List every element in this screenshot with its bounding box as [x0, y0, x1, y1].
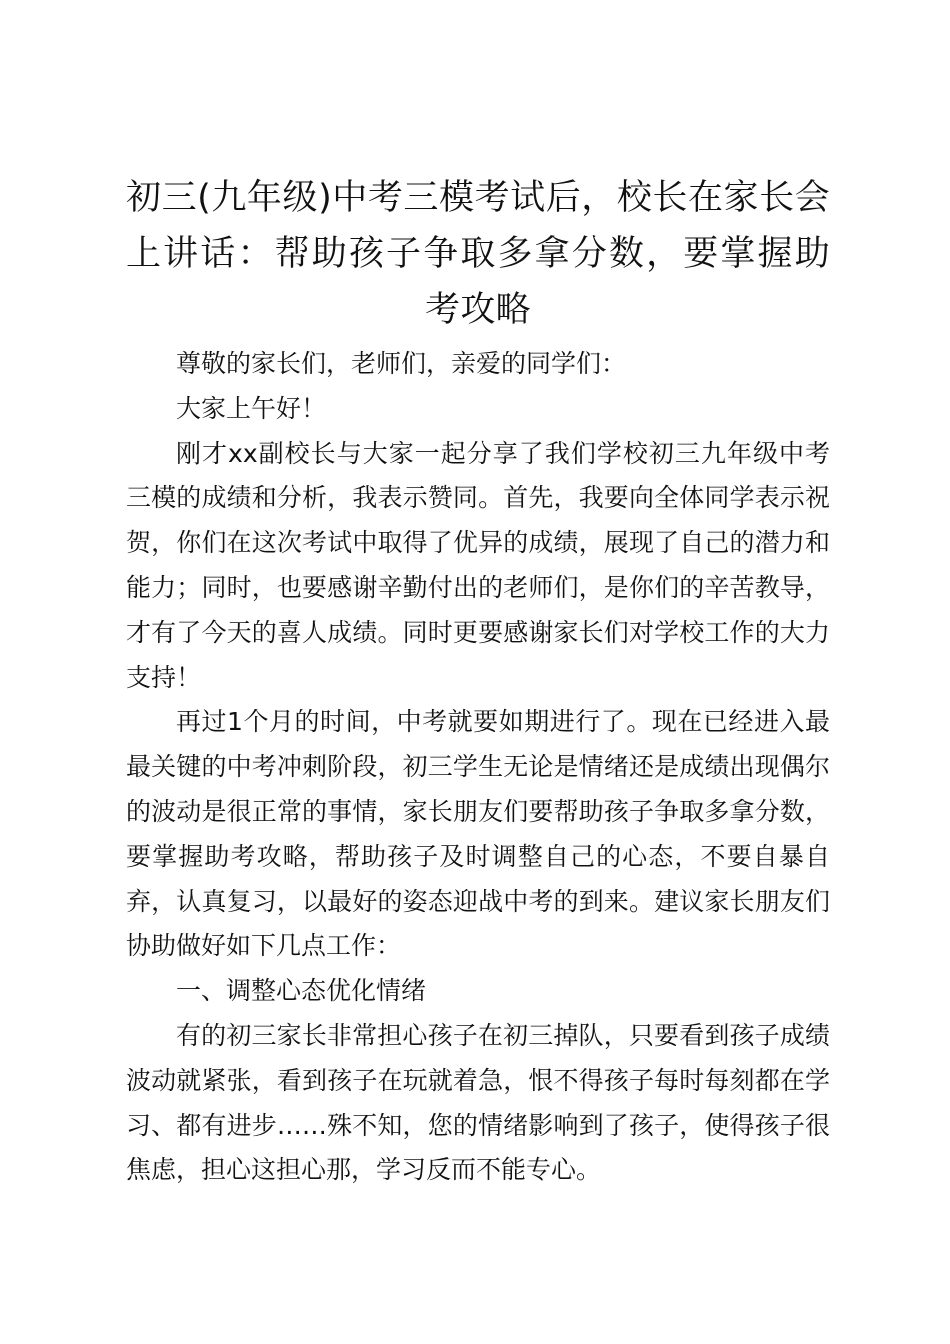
document-title: 初三(九年级)中考三模考试后，校长在家长会上讲话：帮助孩子争取多拿分数，要掌握助考攻略 — [126, 178, 830, 330]
paragraph-salutation: 尊敬的家长们，老师们，亲爱的同学们： — [176, 349, 627, 378]
document-page — [126, 170, 830, 1193]
paragraph-section-1: 有的初三家长非常担心孩子在初三掉队，只要看到孩子成绩波动就紧张，看到孩子在玩就着急，恨不得孩子每时每刻都在学习、都有进步……殊不知，您的情绪影响到了孩子，使得孩子很焦虑，担心这担心那，学习反而不能专心。 — [126, 1020, 830, 1185]
paragraph-greeting: 大家上午好！ — [176, 393, 327, 423]
paragraph-main: 再过1个月的时间，中考就要如期进行了。现在已经进入最最关键的中考冲刺阶段，初三学生无论是情绪还是成绩出现偶尔的波动是很正常的事情，家长朋友们要帮助孩子争取多拿分数，要掌握助考攻略，帮助孩子及时调整自己的心态，不要自暴自弃，认真复习，以最好的姿态迎战中考的到来。建议家长朋友们协助做好如下几点工作： — [126, 707, 830, 961]
document-body — [126, 342, 830, 1193]
section-heading-1: 一、调整心态优化情绪 — [176, 976, 427, 1006]
paragraph-intro: 刚才xx副校长与大家一起分享了我们学校初三九年级中考三模的成绩和分析，我表示赞同。首先，我要向全体同学表示祝贺，你们在这次考试中取得了优异的成绩，展现了自己的潜力和能力；同时，也要感谢辛勤付出的老师们，是你们的辛苦教导，才有了今天的喜人成绩。同时更要感谢家长们对学校工作的大力支持！ — [126, 438, 830, 692]
